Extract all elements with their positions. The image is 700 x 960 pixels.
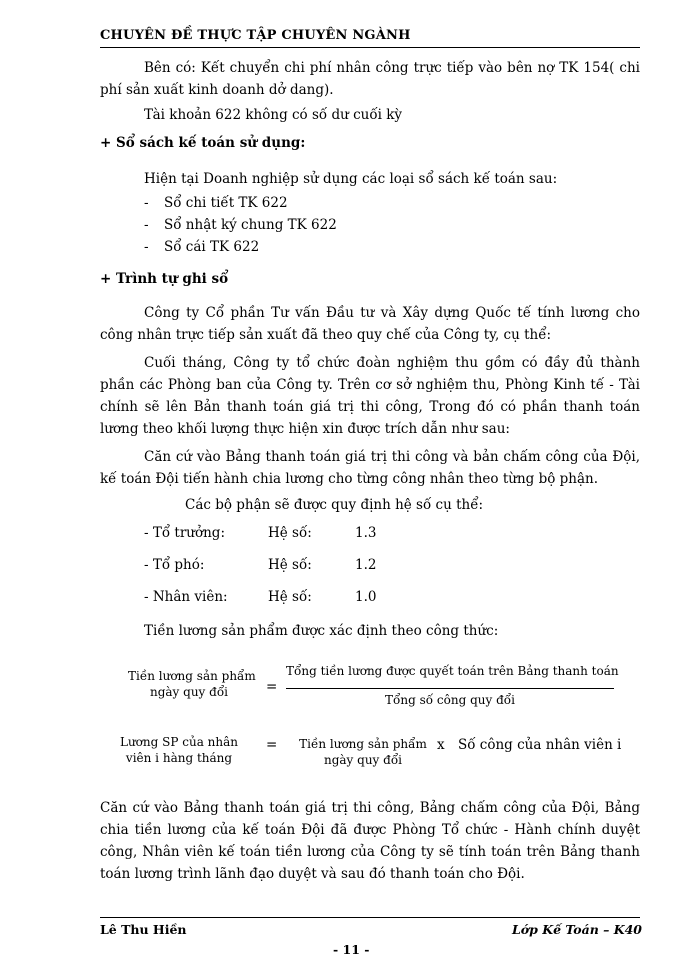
formula1-lhs-line2: ngày quy đổi — [149, 685, 229, 699]
list-marker: - — [144, 195, 149, 211]
formula1-fraction-bar — [286, 688, 614, 689]
formula2-mid-line1: Tiền lương sản phẩm — [299, 737, 427, 751]
coef-role: - Tổ trưởng: — [144, 525, 225, 541]
coef-label: Hệ số: — [268, 525, 312, 541]
footer-rule — [100, 917, 640, 918]
list-item: Sổ chi tiết TK 622 — [164, 195, 288, 211]
list-item: Sổ nhật ký chung TK 622 — [164, 217, 337, 233]
coef-value: 1.2 — [355, 557, 377, 573]
paragraph-company: Công ty Cổ phần Tư vấn Đầu tư và Xây dựng Quốc tế tính lương cho công nhân trực tiếp sản xuất đã theo quy chế của Công ty, cụ thể: — [100, 305, 640, 343]
list-item: Sổ cái TK 622 — [164, 239, 260, 255]
coef-label: Hệ số: — [268, 589, 312, 605]
formula2-lhs-line2: viên i hàng tháng — [125, 751, 233, 765]
paragraph-approval: Căn cứ vào Bảng thanh toán giá trị thi công, Bảng chấm công của Đội, Bảng chia tiền lương của kế toán Đội đã được Phòng Tổ chức - Hành chính duyệt công, Nhân viên kế toán tiền lương của Công ty sẽ tính toán trên Bảng thanh toán lương trình lãnh đạo duyệt và sau đó thanh toán cho Đội. — [100, 800, 640, 882]
paragraph-no-balance: Tài khoản 622 không có số dư cuối kỳ — [144, 107, 403, 123]
formula2-times: x — [437, 737, 445, 753]
formula2-equals: = — [266, 737, 278, 753]
coef-role: - Nhân viên: — [144, 589, 228, 605]
coef-role: - Tổ phó: — [144, 557, 205, 573]
page-header-title: CHUYÊN ĐỀ THỰC TẬP CHUYÊN NGÀNH — [100, 28, 411, 43]
list-marker: - — [144, 217, 149, 233]
formula2-lhs-line1: Lương SP của nhân — [119, 735, 238, 749]
footer-class: Lớp Kế Toán – K40 — [512, 922, 642, 937]
header-rule — [100, 47, 640, 48]
coef-value: 1.0 — [355, 589, 377, 605]
page-number: - 11 - — [333, 942, 370, 957]
formula1-lhs-line1: Tiền lương sản phẩm — [128, 669, 256, 683]
heading-procedure: + Trình tự ghi sổ — [100, 271, 229, 287]
paragraph-credit: Bên có: Kết chuyển chi phí nhân công trực tiếp vào bên nợ TK 154( chi phí sản xuất kinh doanh dở dang). — [100, 60, 640, 98]
formula2-mid-line2: ngày quy đổi — [323, 753, 403, 767]
paragraph-team: Căn cứ vào Bảng thanh toán giá trị thi công và bản chấm công của Đội, kế toán Đội tiến hành chia lương cho từng công nhân theo từng bộ phận. — [100, 449, 640, 487]
coef-value: 1.3 — [355, 525, 377, 541]
formula2-rhs: Số công của nhân viên i — [458, 737, 622, 753]
paragraph-formula-intro: Tiền lương sản phẩm được xác định theo công thức: — [144, 623, 499, 639]
formula1-numerator: Tổng tiền lương được quyết toán trên Bảng thanh toán — [286, 664, 619, 678]
footer-author: Lê Thu Hiền — [100, 922, 187, 937]
heading-books: + Sổ sách kế toán sử dụng: — [100, 135, 306, 151]
paragraph-books-intro: Hiện tại Doanh nghiệp sử dụng các loại sổ sách kế toán sau: — [144, 171, 558, 187]
paragraph-monthly: Cuối tháng, Công ty tổ chức đoàn nghiệm thu gồm có đầy đủ thành phần các Phòng ban của Công ty. Trên cơ sở nghiệm thu, Phòng Kinh tế - Tài chính sẽ lên Bản thanh toán giá trị thi công, Trong đó có phần thanh toán lương theo khối lượng thực hiện xin được trích dẫn như sau: — [100, 355, 640, 437]
formula1-equals: = — [266, 679, 278, 695]
list-marker: - — [144, 239, 149, 255]
formula1-denominator: Tổng số công quy đổi — [385, 693, 515, 707]
coef-label: Hệ số: — [268, 557, 312, 573]
paragraph-coef-intro: Các bộ phận sẽ được quy định hệ số cụ thể: — [185, 497, 484, 513]
